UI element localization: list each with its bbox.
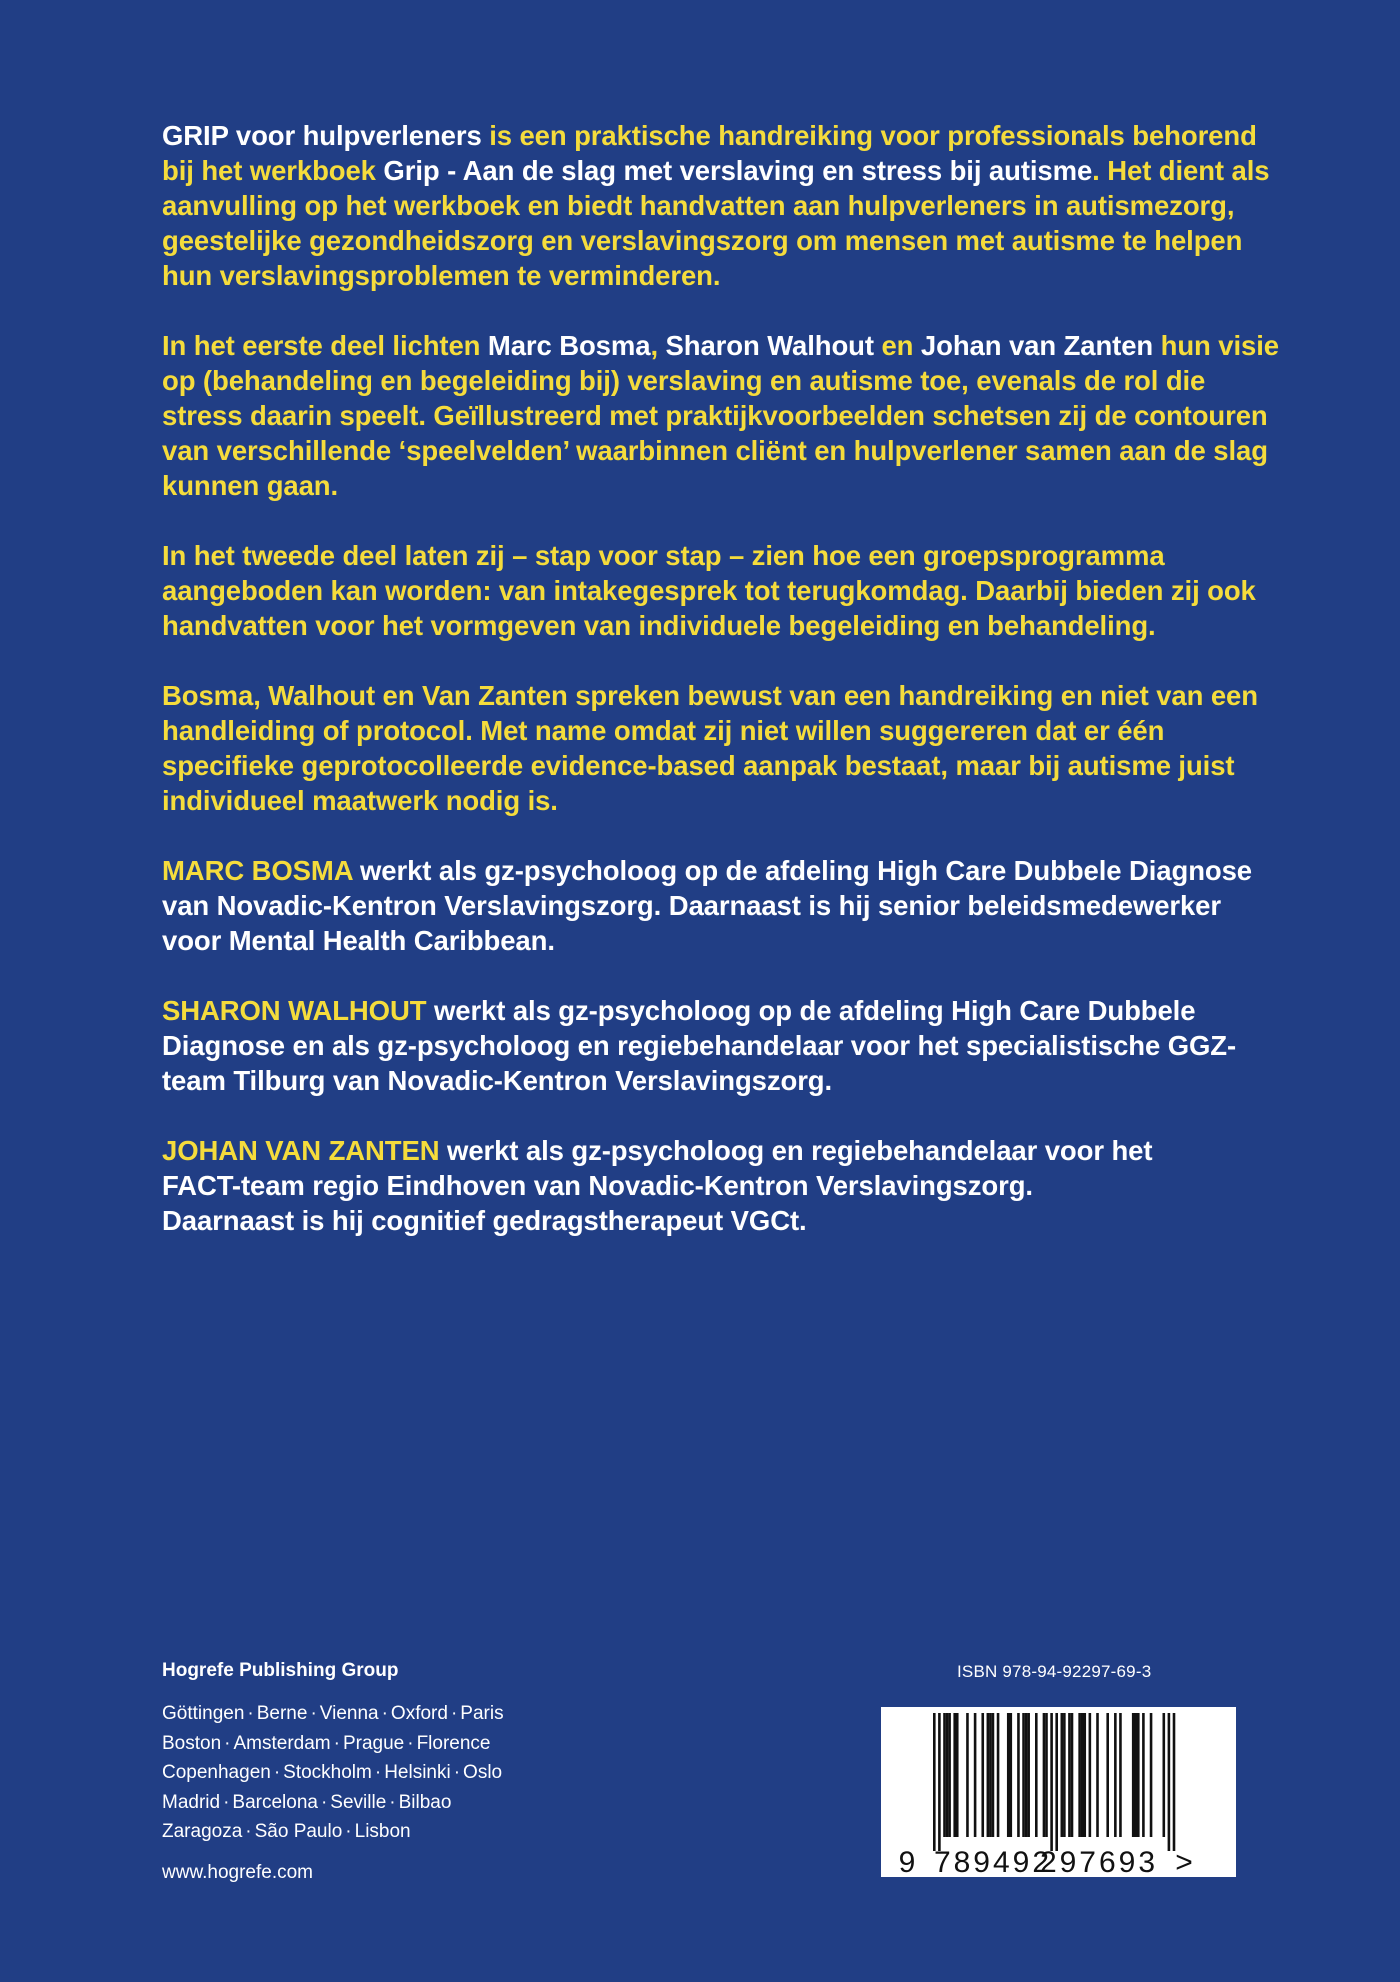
bio-name: SHARON WALHOUT [162, 995, 427, 1026]
author-name-2: Sharon Walhout [665, 330, 874, 361]
city-separator: · [450, 1703, 458, 1724]
barcode-bar [997, 1713, 1000, 1837]
barcode-bar [1061, 1713, 1064, 1837]
barcode-bar [981, 1713, 984, 1837]
city-name: Stockholm [283, 1762, 372, 1783]
city-name: Bilbao [398, 1791, 452, 1813]
barcode-bar [1083, 1713, 1086, 1837]
barcode-bar [1022, 1713, 1025, 1837]
back-cover-text [162, 118, 1282, 1273]
city-separator: · [273, 1762, 281, 1783]
city-separator: · [333, 1732, 340, 1754]
barcode-bar [1168, 1713, 1171, 1851]
barcode-bar [1043, 1713, 1046, 1837]
barcode-digits-right: 297693 [1039, 1846, 1159, 1877]
city-line [162, 1788, 662, 1818]
barcode-bar [1096, 1713, 1099, 1837]
part1-paragraph [162, 328, 1282, 503]
barcode-digit-first: 9 [898, 1846, 916, 1877]
barcode-digits-left: 789492 [933, 1846, 1053, 1877]
part1-and: en [873, 330, 921, 361]
city-name: Florence [416, 1732, 491, 1754]
barcode-bar [1137, 1713, 1140, 1837]
barcode-graphic [881, 1707, 1236, 1877]
barcode-bar [992, 1713, 995, 1837]
city-name: Berne [256, 1703, 308, 1724]
barcode-bar [989, 1713, 992, 1837]
city-line [162, 1817, 662, 1847]
barcode-bar [1081, 1713, 1084, 1837]
bio-marc-bosma [162, 853, 1282, 958]
city-name: Prague [342, 1732, 405, 1754]
city-name: Lisbon [354, 1821, 411, 1842]
author-name-1: Marc Bosma [487, 330, 651, 361]
publisher-cities [162, 1699, 662, 1847]
barcode-bars [933, 1713, 1175, 1851]
barcode-bar [1150, 1713, 1153, 1837]
barcode-bar [956, 1713, 959, 1837]
city-name: Copenhagen [162, 1762, 271, 1783]
bio-text: werkt als gz-psycholoog op de afdeling High Care Dubbele Diagnose van Novadic-Kentron Verslavingszorg. Daarnaast is hij senior beleidsmedewerker voor Mental Health Caribbean. [162, 855, 1252, 956]
barcode-bar [987, 1713, 990, 1837]
barcode-bar [974, 1713, 977, 1837]
barcode-bar [946, 1713, 949, 1837]
city-separator: · [374, 1762, 382, 1783]
publisher-block [162, 1660, 662, 1887]
bio-name: JOHAN VAN ZANTEN [162, 1135, 440, 1166]
barcode-bar [1089, 1713, 1092, 1837]
author-name-3: Johan van Zanten [920, 330, 1154, 361]
handreiking-paragraph: Bosma, Walhout en Van Zanten spreken bewust van een handreiking en niet van een handleiding of protocol. Met name omdat zij niet willen suggereren dat er één specifieke geprotocolleerde evidence-based aanpak bestaat, maar bij autisme juist individueel maatwerk nodig is. [162, 680, 1258, 816]
city-name: Barcelona [232, 1791, 318, 1813]
barcode-bar [1134, 1713, 1137, 1837]
intro-paragraph [162, 118, 1282, 293]
bio-sharon-walhout [162, 993, 1282, 1098]
barcode-bar [1045, 1713, 1048, 1837]
city-name: Helsinki [384, 1762, 451, 1783]
barcode-bar [1055, 1713, 1058, 1851]
barcode-bar [1114, 1713, 1117, 1837]
barcode-bar [1119, 1713, 1122, 1837]
barcode-bar [1010, 1713, 1013, 1837]
intro-text-1: is een praktische handreiking voor professionals behorend bij het werkboek [162, 120, 1257, 186]
barcode-bar [1071, 1713, 1074, 1837]
city-name: Göttingen [162, 1703, 245, 1724]
part1-text-1: In het eerste deel lichten [162, 330, 488, 361]
barcode-bar [1017, 1713, 1020, 1837]
barcode-bar [1132, 1713, 1135, 1837]
city-separator: · [407, 1732, 414, 1754]
city-name: Oslo [463, 1762, 503, 1783]
barcode-bar [1027, 1713, 1030, 1837]
city-separator: · [345, 1821, 352, 1842]
intro-text-2: . Het dient als aanvulling op het werkboek en biedt handvatten aan hulpverleners in autismezorg, geestelijke gezondheidszorg en verslavingszorg om mensen met autisme te helpen hun verslavingsproblemen te verminderen. [162, 155, 1270, 291]
city-line [162, 1758, 662, 1788]
isbn-label: ISBN 978-94-92297-69-3 [957, 1662, 1152, 1681]
bio-text: werkt als gz-psycholoog op de afdeling High Care Dubbele Diagnose en als gz-psycholoog en regiebehandelaar voor het specialistische GGZ-team Tilburg van Novadic-Kentron Verslavingszorg. [162, 995, 1237, 1096]
barcode-bar [943, 1713, 946, 1837]
city-name: Paris [460, 1703, 504, 1724]
bio-text: werkt als gz-psycholoog en regiebehandelaar voor het FACT-team regio Eindhoven van Novadic-Kentron Verslavingszorg. Daarnaast is hij cognitief gedragstherapeut VGCt. [162, 1135, 1153, 1236]
barcode-bar [1050, 1713, 1053, 1851]
city-name: Seville [330, 1791, 387, 1813]
isbn-barcode [881, 1707, 1236, 1877]
barcode-bar [1078, 1713, 1081, 1837]
barcode-bar [1025, 1713, 1028, 1837]
publisher-website: www.hogrefe.com [162, 1861, 314, 1883]
city-separator: · [245, 1821, 252, 1842]
city-name: Oxford [390, 1703, 448, 1724]
city-line [162, 1729, 662, 1759]
barcode-bar [1106, 1713, 1109, 1837]
part1-comma: , [650, 330, 666, 361]
city-name: Amsterdam [233, 1732, 331, 1754]
city-name: Zaragoza [162, 1821, 243, 1842]
city-separator: · [453, 1762, 461, 1783]
city-name: Vienna [319, 1703, 379, 1724]
city-name: São Paulo [254, 1821, 343, 1842]
barcode-bar [1007, 1713, 1010, 1837]
city-separator: · [389, 1791, 396, 1813]
barcode-bar [1173, 1713, 1176, 1851]
city-separator: · [223, 1791, 230, 1813]
city-separator: · [310, 1703, 317, 1724]
barcode-bar [966, 1713, 969, 1837]
city-separator: · [381, 1703, 388, 1724]
book-title: GRIP voor hulpverleners [162, 120, 482, 151]
bio-name: MARC BOSMA [162, 855, 353, 886]
part1-text-2: hun visie op (behandeling en begeleiding bij) verslaving en autisme toe, evenals de rol die stress daarin speelt. Geïllustreerd met praktijkvoorbeelden schetsen zij de contouren van verschillende ‘speelvelden’ waarbinnen cliënt en hulpverlener samen aan de slag kunnen gaan. [162, 330, 1279, 501]
city-separator: · [247, 1703, 254, 1724]
barcode-bar [1068, 1713, 1071, 1837]
workbook-title: Grip - Aan de slag met verslaving en stress bij autisme [383, 155, 1093, 186]
barcode-bar [953, 1713, 956, 1837]
barcode-bar [1035, 1713, 1038, 1837]
bio-johan-van-zanten [162, 1133, 1162, 1238]
part2-paragraph: In het tweede deel laten zij – stap voor stap – zien hoe een groepsprogramma aangeboden kan worden: van intakegesprek tot terugkomdag. Daarbij bieden zij ook handvatten voor het vormgeven van individuele begeleiding en behandeling. [162, 540, 1256, 641]
city-name: Boston [162, 1732, 222, 1754]
barcode-bar [938, 1713, 941, 1851]
publisher-name: Hogrefe Publishing Group [162, 1660, 399, 1681]
barcode-bar [948, 1713, 951, 1837]
city-separator: · [224, 1732, 231, 1754]
city-name: Madrid [162, 1791, 221, 1813]
barcode-arrow: > [1175, 1846, 1193, 1877]
barcode-bar [1142, 1713, 1145, 1837]
city-line [162, 1699, 662, 1729]
barcode-bar [1163, 1713, 1166, 1837]
barcode-bar [1063, 1713, 1066, 1837]
barcode-bar [933, 1713, 936, 1851]
city-separator: · [320, 1791, 328, 1813]
